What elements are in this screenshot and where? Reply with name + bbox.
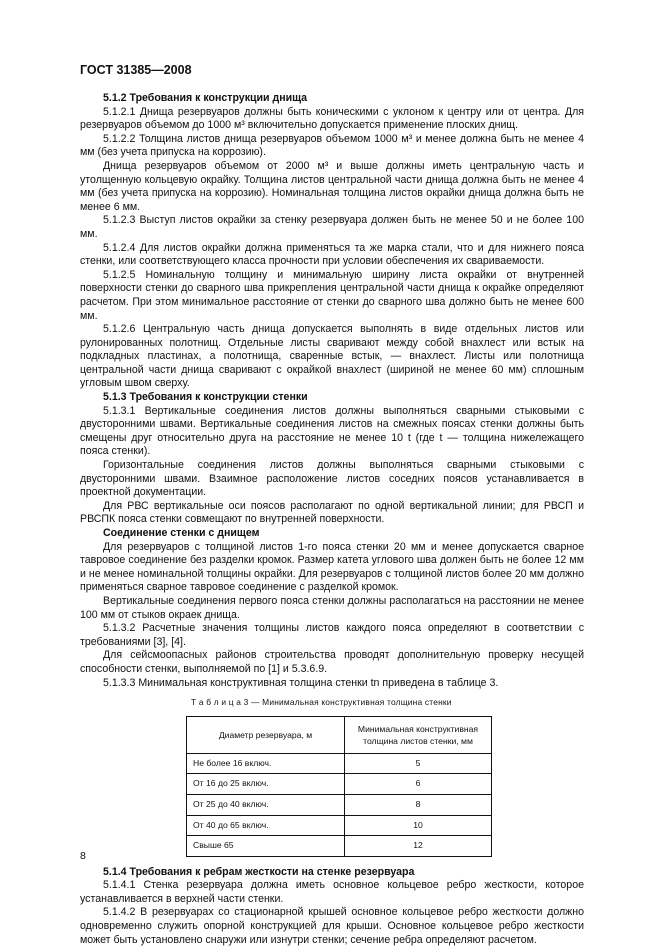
cell-diameter: Свыше 65 [187, 836, 345, 857]
table-row [187, 774, 492, 795]
paragraph: 5.1.2.4 Для листов окрайки должна применяться та же марка стали, что и для нижнего пояса стенки, или соответствующего класса прочности при условии обеспечения их свариваемости. [80, 241, 584, 268]
paragraph: 5.1.3.3 Минимальная конструктивная толщина стенки tn приведена в таблице 3. [103, 676, 499, 689]
table-header-row [187, 716, 492, 753]
paragraph: 5.1.4.2 В резервуарах со стационарной крышей основное кольцевое ребро жесткости должно одновременно служить опорной конструкцией для крыши. Основное кольцевое ребро жесткости может быть установлено снаружи или изнутри стенки; сечение ребра определяют расчетом. [80, 906, 584, 946]
section-heading: 5.1.4 Требования к ребрам жесткости на стенке резервуара [103, 865, 415, 878]
paragraph: Для сейсмоопасных районов строительства проводят дополнительную проверку несущей способности стенки, выполняемой по [1] и 5.3.6.9. [80, 649, 584, 675]
section-heading: 5.1.2 Требования к конструкции днища [103, 92, 308, 104]
cell-thickness: 12 [345, 836, 492, 857]
paragraph: Днища резервуаров объемом от 2000 м³ и выше должны иметь центральную часть и утолщенную кольцевую окрайку. Толщина листов центральной части днища должна быть не менее 4 мм (без учета припуска на коррозию). Номинальная толщина листов окрайки днища должна быть не менее 6 мм. [80, 159, 584, 213]
cell-thickness: 5 [345, 753, 492, 774]
paragraph: 5.1.2.6 Центральную часть днища допускается выполнять в виде отдельных листов или рулонированных полотнищ. Отдельные листы сваривают между собой внахлест или встык на подкладных пластинах, а полотнища, сваренные встык, — внахлест. Листы или полотнища центральной части днища сваривают с окрайкой внахлест (шириной не менее 60 мм) сплошным угловым швом сверху. [80, 323, 584, 390]
section-text-after [80, 866, 584, 947]
table-caption: Т а б л и ц а 3 — Минимальная конструктивная толщина стенки [191, 697, 452, 708]
paragraph: Для РВС вертикальные оси поясов располагают по одной вертикальной линии; для РВСП и РВСПК пояса стенки совмещают по внутренней поверхности. [80, 499, 584, 526]
paragraph: Для резервуаров с толщиной листов 1-го пояса стенки 20 мм и менее допускается сварное тавровое соединение без разделки кромок. Размер катета углового шва должен быть не более 12 мм и не менее номинальной толщины окрайки. Для резервуаров с толщиной листов более 20 мм должно применяться сварное тавровое соединение с разделкой кромок. [80, 540, 584, 594]
paragraph: 5.1.2.5 Номинальную толщину и минимальную ширину листа окрайки от внутренней поверхности стенки до сварного шва прикрепления центральной части днища к окрайке определяют расчетом. При этом минимальное расстояние от стенки до сварного шва должно быть не менее 600 мм. [80, 268, 584, 322]
cell-diameter: От 40 до 65 включ. [187, 815, 345, 836]
paragraph: 5.1.3.2 Расчетные значения толщины листов каждого пояса определяют в соответствии с требованиями [3], [4]. [80, 622, 584, 648]
col-header-diameter: Диаметр резервуара, м [187, 716, 345, 753]
table-row [187, 753, 492, 774]
section-text [80, 92, 584, 690]
document-header: ГОСТ 31385—2008 [80, 63, 192, 77]
cell-thickness: 8 [345, 794, 492, 815]
table-row [187, 794, 492, 815]
cell-diameter: От 16 до 25 включ. [187, 774, 345, 795]
table-row [187, 836, 492, 857]
paragraph: Горизонтальные соединения листов должны выполняться сварными стыковыми с двусторонними швами. Взаимное расположение листов соседних поясов устанавливается в проектной документации. [80, 459, 584, 499]
paragraph: 5.1.3.1 Вертикальные соединения листов должны выполняться сварными стыковыми с двусторонними швами. Вертикальные соединения листов на смежных поясах стенки должны быть смещены друг относительно друга на расстояние не менее 10 t (где t — толщина нижележащего пояса стенки). [80, 404, 584, 458]
section-heading: Соединение стенки с днищем [103, 527, 260, 539]
paragraph: 5.1.2.2 Толщина листов днища резервуаров объемом 1000 м³ и менее должна быть не менее 4 мм (без учета припуска на коррозию). [80, 132, 584, 159]
cell-thickness: 10 [345, 815, 492, 836]
table-row [187, 815, 492, 836]
thickness-table [186, 716, 492, 857]
paragraph: 5.1.2.1 Днища резервуаров должны быть коническими с уклоном к центру или от центра. Для резервуаров объемом до 1000 м³ включительно допускается применение плоских днищ. [80, 105, 584, 132]
paragraph: 5.1.2.3 Выступ листов окрайки за стенку резервуара должен быть не менее 50 и не более 100 мм. [80, 214, 584, 240]
paragraph: Вертикальные соединения первого пояса стенки должны располагаться на расстоянии не менее 100 мм от стыков окраек днища. [80, 594, 584, 621]
cell-thickness: 6 [345, 774, 492, 795]
cell-diameter: От 25 до 40 включ. [187, 794, 345, 815]
paragraph: 5.1.4.1 Стенка резервуара должна иметь основное кольцевое ребро жесткости, которое устанавливается в верхней части стенки. [80, 879, 584, 905]
col-header-thickness: Минимальная конструктивная толщина листов стенки, мм [345, 716, 492, 753]
section-heading: 5.1.3 Требования к конструкции стенки [103, 391, 308, 404]
cell-diameter: Не более 16 включ. [187, 753, 345, 774]
page-content [80, 92, 584, 947]
page-number: 8 [80, 850, 86, 862]
